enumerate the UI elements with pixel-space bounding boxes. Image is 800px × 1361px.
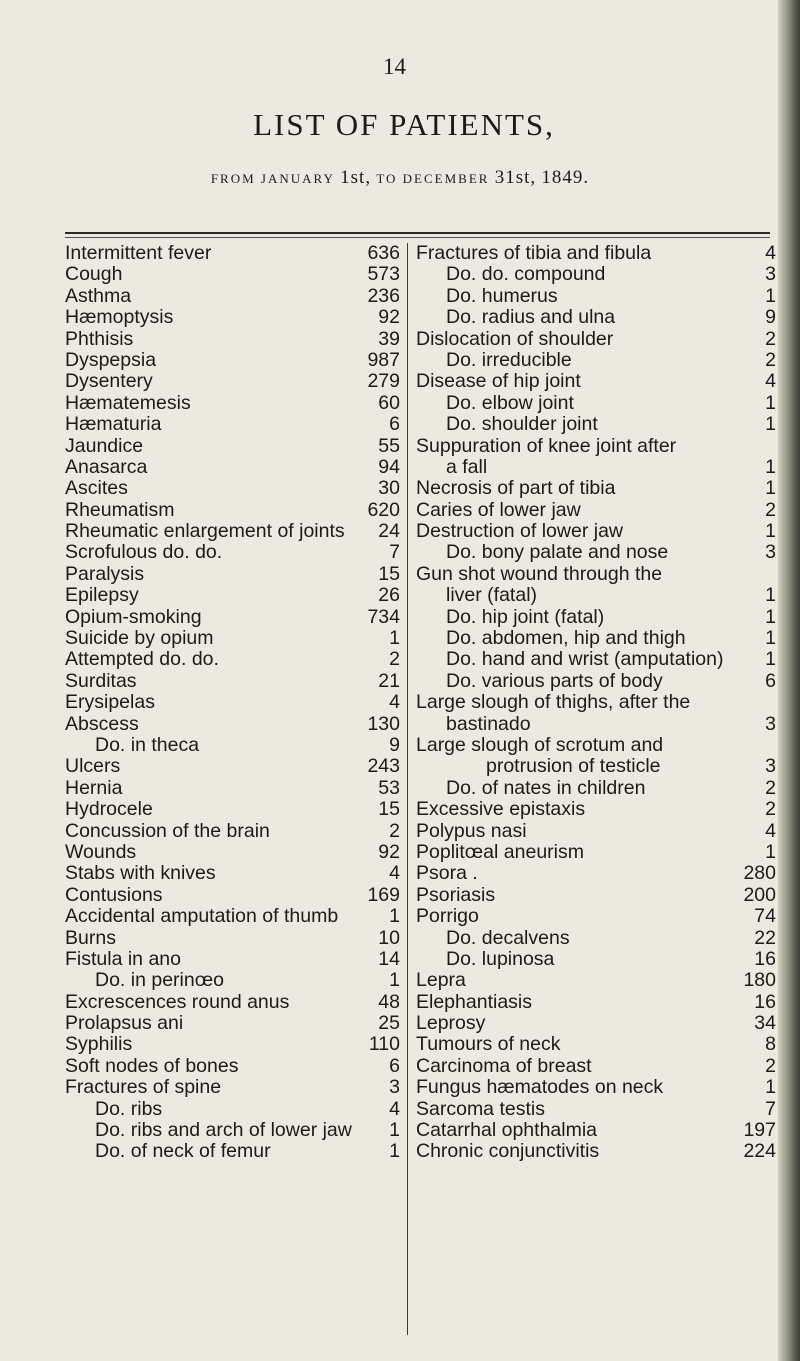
patient-count: 4 — [765, 370, 776, 393]
patient-count: 15 — [378, 562, 400, 585]
condition-name: Sarcoma testis — [416, 1097, 545, 1120]
condition-name: Wounds — [65, 840, 137, 863]
list-item — [65, 478, 400, 499]
condition-name: Chronic conjunctivitis — [416, 1140, 600, 1163]
list-item — [65, 286, 400, 307]
list-item — [416, 1056, 776, 1077]
patient-count: 1 — [765, 520, 776, 543]
patient-count: 2 — [389, 819, 400, 842]
patient-count: 24 — [378, 520, 400, 543]
patient-count: 3 — [765, 712, 776, 735]
condition-name: Psoriasis — [416, 883, 496, 906]
patient-count: 9 — [765, 306, 776, 329]
condition-name: Asthma — [65, 284, 132, 307]
condition-name: Opium-smoking — [65, 605, 202, 628]
condition-name: Prolapsus ani — [65, 1012, 184, 1035]
patient-count: 21 — [378, 669, 400, 692]
patient-count: 1 — [389, 905, 400, 928]
condition-name: Do. in theca — [95, 733, 200, 756]
condition-name: Fractures of tibia and fibula — [416, 242, 652, 264]
list-item — [416, 521, 776, 542]
list-item — [416, 863, 776, 884]
patient-count: 987 — [367, 348, 400, 371]
patient-count: 620 — [367, 498, 400, 521]
condition-name: Leprosy — [416, 1012, 486, 1035]
subtitle-to-label: TO DECEMBER — [376, 171, 490, 186]
condition-name: Phthisis — [65, 327, 134, 350]
patient-count: 1 — [765, 584, 776, 607]
list-item — [65, 928, 400, 949]
patient-count: 3 — [765, 755, 776, 778]
condition-name: Abscess — [65, 712, 139, 735]
condition-name: Do. hip joint (fatal) — [446, 605, 605, 628]
list-item — [416, 286, 776, 307]
patient-count: 236 — [367, 284, 400, 307]
patient-count: 6 — [765, 669, 776, 692]
patient-count: 243 — [367, 755, 400, 778]
condition-name: Excessive epistaxis — [416, 798, 586, 821]
list-item — [416, 842, 776, 863]
patient-count: 1 — [765, 840, 776, 863]
page-subtitle — [0, 167, 800, 189]
list-item — [65, 821, 400, 842]
list-item — [65, 1077, 400, 1098]
condition-name: Do. lupinosa — [446, 947, 555, 970]
condition-name: Ascites — [65, 477, 128, 500]
list-item — [416, 949, 776, 970]
patient-count: 15 — [378, 798, 400, 821]
patient-count: 10 — [378, 926, 400, 949]
right-column — [416, 243, 776, 1163]
condition-name: Dislocation of shoulder — [416, 327, 614, 350]
patient-count: 180 — [743, 969, 776, 992]
condition-name: Psora . — [416, 862, 478, 885]
condition-name: Fistula in ano — [65, 947, 181, 970]
patient-count: 4 — [765, 242, 776, 264]
list-item — [65, 393, 400, 414]
condition-name: Do. do. compound — [446, 263, 606, 286]
patient-count: 1 — [765, 391, 776, 414]
list-item — [65, 1099, 400, 1120]
list-item — [65, 371, 400, 392]
patient-count: 74 — [754, 905, 776, 928]
patient-count: 4 — [389, 1097, 400, 1120]
condition-name: Ulcers — [65, 755, 121, 778]
patient-count: 92 — [378, 840, 400, 863]
subtitle-year: 1849. — [541, 167, 590, 188]
patient-count: 60 — [378, 391, 400, 414]
list-item — [416, 350, 776, 371]
list-item — [416, 478, 776, 499]
list-item — [65, 264, 400, 285]
list-item — [416, 564, 776, 585]
list-item — [65, 350, 400, 371]
list-item — [65, 564, 400, 585]
patient-count: 1 — [765, 284, 776, 307]
condition-name: Catarrhal ophthalmia — [416, 1119, 598, 1142]
condition-name: Do. various parts of body — [446, 669, 663, 692]
patient-count: 4 — [389, 862, 400, 885]
patient-count: 53 — [378, 776, 400, 799]
list-item — [65, 756, 400, 777]
list-item — [416, 778, 776, 799]
patient-count: 1 — [389, 627, 400, 650]
condition-name: Do. humerus — [446, 284, 558, 307]
list-item — [65, 1034, 400, 1055]
list-item — [416, 671, 776, 692]
list-item — [416, 1099, 776, 1120]
condition-name: Rheumatic enlargement of joints — [65, 520, 345, 543]
list-item — [416, 756, 776, 777]
list-item — [65, 671, 400, 692]
list-item — [65, 778, 400, 799]
subtitle-from-day: 1st, — [340, 167, 372, 188]
patient-count: 7 — [389, 541, 400, 564]
patient-count: 280 — [743, 862, 776, 885]
condition-name: Hernia — [65, 776, 123, 799]
patient-count: 1 — [389, 1140, 400, 1163]
condition-name: Anasarca — [65, 455, 148, 478]
list-item — [65, 735, 400, 756]
list-item — [416, 457, 776, 478]
condition-name: Do. shoulder joint — [446, 413, 598, 436]
patient-count: 200 — [743, 883, 776, 906]
subtitle-to-day: 31st, — [494, 167, 537, 188]
condition-name: Cough — [65, 263, 123, 286]
condition-name: Large slough of scrotum and — [416, 733, 664, 756]
condition-name: Syphilis — [65, 1033, 133, 1056]
list-item — [416, 1034, 776, 1055]
condition-name: Attempted do. do. — [65, 648, 219, 671]
condition-name: Hæmoptysis — [65, 306, 174, 329]
condition-name: Do. in perinœo — [95, 969, 224, 992]
patient-count: 94 — [378, 455, 400, 478]
list-item — [65, 885, 400, 906]
condition-name: Dyspepsia — [65, 348, 157, 371]
list-item — [416, 970, 776, 991]
list-item — [65, 607, 400, 628]
condition-name: Dysentery — [65, 370, 153, 393]
patient-count: 1 — [765, 627, 776, 650]
list-item — [416, 628, 776, 649]
patient-count: 3 — [389, 1076, 400, 1099]
list-item — [65, 1056, 400, 1077]
column-divider — [407, 243, 408, 1335]
condition-name: bastinado — [446, 712, 531, 735]
patient-count: 2 — [765, 798, 776, 821]
patient-count: 2 — [389, 648, 400, 671]
list-item — [65, 714, 400, 735]
condition-name: Polypus nasi — [416, 819, 527, 842]
list-item — [65, 970, 400, 991]
list-item — [65, 906, 400, 927]
patient-count: 22 — [754, 926, 776, 949]
condition-name: Do. abdomen, hip and thigh — [446, 627, 686, 650]
condition-name: Surditas — [65, 669, 137, 692]
condition-name: Hæmatemesis — [65, 391, 191, 414]
patient-count: 1 — [389, 969, 400, 992]
list-item — [65, 457, 400, 478]
condition-name: Do. decalvens — [446, 926, 570, 949]
list-item — [416, 414, 776, 435]
condition-name: Do. radius and ulna — [446, 306, 616, 329]
patient-count: 110 — [368, 1033, 400, 1056]
list-item — [65, 949, 400, 970]
list-item — [416, 371, 776, 392]
list-item — [65, 243, 400, 264]
patient-count: 34 — [754, 1012, 776, 1035]
list-item — [65, 992, 400, 1013]
patient-count: 169 — [367, 883, 400, 906]
list-item — [65, 1141, 400, 1162]
condition-name: Do. ribs — [95, 1097, 163, 1120]
patient-count: 3 — [765, 263, 776, 286]
list-item — [65, 329, 400, 350]
patient-count: 92 — [378, 306, 400, 329]
list-item — [416, 264, 776, 285]
list-item — [416, 714, 776, 735]
patient-count: 279 — [367, 370, 400, 393]
condition-name: Suicide by opium — [65, 627, 214, 650]
list-item — [416, 393, 776, 414]
condition-name: Do. elbow joint — [446, 391, 574, 414]
condition-name: Lepra — [416, 969, 466, 992]
list-item — [416, 607, 776, 628]
patient-count: 9 — [389, 733, 400, 756]
list-item — [416, 649, 776, 670]
list-item — [416, 821, 776, 842]
condition-name: Fractures of spine — [65, 1076, 222, 1099]
patient-count: 734 — [367, 605, 400, 628]
condition-name: a fall — [446, 455, 488, 478]
list-item — [416, 1120, 776, 1141]
list-item — [416, 436, 776, 457]
condition-name: Soft nodes of bones — [65, 1054, 239, 1077]
list-item — [65, 863, 400, 884]
patient-count: 25 — [378, 1012, 400, 1035]
condition-name: Large slough of thighs, after the — [416, 691, 691, 714]
condition-name: Do. irreducible — [446, 348, 572, 371]
condition-name: Epilepsy — [65, 584, 139, 607]
condition-name: Accidental amputation of thumb — [65, 905, 339, 928]
patient-count: 1 — [765, 413, 776, 436]
condition-name: Necrosis of part of tibia — [416, 477, 616, 500]
patient-count: 224 — [743, 1140, 776, 1163]
patient-count: 1 — [765, 455, 776, 478]
patient-count: 7 — [765, 1097, 776, 1120]
patient-count: 14 — [378, 947, 400, 970]
condition-name: Do. of nates in children — [446, 776, 646, 799]
condition-name: Destruction of lower jaw — [416, 520, 623, 543]
condition-name: Tumours of neck — [416, 1033, 561, 1056]
double-rule-bottom — [65, 237, 770, 238]
page-title: LIST OF PATIENTS, — [253, 107, 555, 142]
condition-name: Gun shot wound through the — [416, 562, 663, 585]
list-item — [65, 436, 400, 457]
patient-count: 39 — [378, 327, 400, 350]
patient-count: 2 — [765, 327, 776, 350]
patient-count: 2 — [765, 498, 776, 521]
condition-name: Contusions — [65, 883, 163, 906]
list-item — [416, 906, 776, 927]
page-number: 14 — [383, 54, 406, 79]
condition-name: Scrofulous do. do. — [65, 541, 223, 564]
patient-count: 130 — [367, 712, 400, 735]
patient-count: 1 — [765, 1076, 776, 1099]
patient-count: 1 — [765, 648, 776, 671]
list-item — [65, 414, 400, 435]
list-item — [416, 585, 776, 606]
list-item — [416, 692, 776, 713]
list-item — [416, 243, 776, 264]
list-item — [65, 842, 400, 863]
condition-name: Disease of hip joint — [416, 370, 581, 393]
list-item — [416, 307, 776, 328]
list-item — [65, 500, 400, 521]
patient-count: 48 — [378, 990, 400, 1013]
list-item — [65, 542, 400, 563]
list-item — [65, 628, 400, 649]
list-item — [416, 1013, 776, 1034]
condition-name: liver (fatal) — [446, 584, 538, 607]
condition-name: Excrescences round anus — [65, 990, 290, 1013]
patient-count: 636 — [367, 242, 400, 264]
list-item — [416, 500, 776, 521]
subtitle-from-label: FROM JANUARY — [210, 171, 335, 186]
list-item — [416, 992, 776, 1013]
condition-name: Concussion of the brain — [65, 819, 270, 842]
condition-name: Jaundice — [65, 434, 144, 457]
condition-name: Suppuration of knee joint after — [416, 434, 677, 457]
condition-name: Erysipelas — [65, 691, 155, 714]
patient-count: 6 — [389, 1054, 400, 1077]
condition-name: Do. bony palate and nose — [446, 541, 669, 564]
patient-count: 1 — [765, 477, 776, 500]
condition-name: Do. of neck of femur — [95, 1140, 271, 1163]
patient-count: 4 — [765, 819, 776, 842]
patient-count: 2 — [765, 1054, 776, 1077]
list-item — [65, 692, 400, 713]
condition-name: Carcinoma of breast — [416, 1054, 592, 1077]
patient-count: 573 — [367, 263, 400, 286]
list-item — [416, 735, 776, 756]
list-item — [416, 885, 776, 906]
condition-name: Poplitœal aneurism — [416, 840, 584, 863]
condition-name: Stabs with knives — [65, 862, 216, 885]
patient-count: 1 — [765, 605, 776, 628]
condition-name: Hydrocele — [65, 798, 153, 821]
patient-count: 197 — [743, 1119, 776, 1142]
condition-name: Burns — [65, 926, 116, 949]
list-item — [65, 1013, 400, 1034]
patient-count: 55 — [378, 434, 400, 457]
patient-count: 30 — [378, 477, 400, 500]
patient-count: 16 — [754, 990, 776, 1013]
condition-name: Caries of lower jaw — [416, 498, 581, 521]
patient-count: 26 — [378, 584, 400, 607]
list-item — [65, 585, 400, 606]
list-item — [65, 799, 400, 820]
list-item — [65, 1120, 400, 1141]
patient-count: 6 — [389, 413, 400, 436]
condition-name: Hæmaturia — [65, 413, 162, 436]
page-edge — [778, 0, 800, 1361]
condition-name: Rheumatism — [65, 498, 175, 521]
list-item — [65, 307, 400, 328]
list-item — [416, 1141, 776, 1162]
list-item — [65, 521, 400, 542]
patient-count: 4 — [389, 691, 400, 714]
list-item — [416, 329, 776, 350]
condition-name: Paralysis — [65, 562, 145, 585]
condition-name: Intermittent fever — [65, 242, 212, 264]
patient-count: 3 — [765, 541, 776, 564]
condition-name: protrusion of testicle — [486, 755, 661, 778]
condition-name: Porrigo — [416, 905, 479, 928]
patient-count: 16 — [754, 947, 776, 970]
double-rule-top — [65, 232, 770, 234]
list-item — [65, 649, 400, 670]
patient-count: 2 — [765, 776, 776, 799]
condition-name: Fungus hæmatodes on neck — [416, 1076, 664, 1099]
list-item — [416, 799, 776, 820]
condition-name: Elephantiasis — [416, 990, 532, 1013]
left-column — [65, 243, 400, 1163]
patient-count: 1 — [389, 1119, 400, 1142]
condition-name: Do. ribs and arch of lower jaw — [95, 1119, 352, 1142]
condition-name: Do. hand and wrist (amputation) — [446, 648, 724, 671]
patient-count: 8 — [765, 1033, 776, 1056]
list-item — [416, 1077, 776, 1098]
patient-count: 2 — [765, 348, 776, 371]
list-item — [416, 928, 776, 949]
list-item — [416, 542, 776, 563]
